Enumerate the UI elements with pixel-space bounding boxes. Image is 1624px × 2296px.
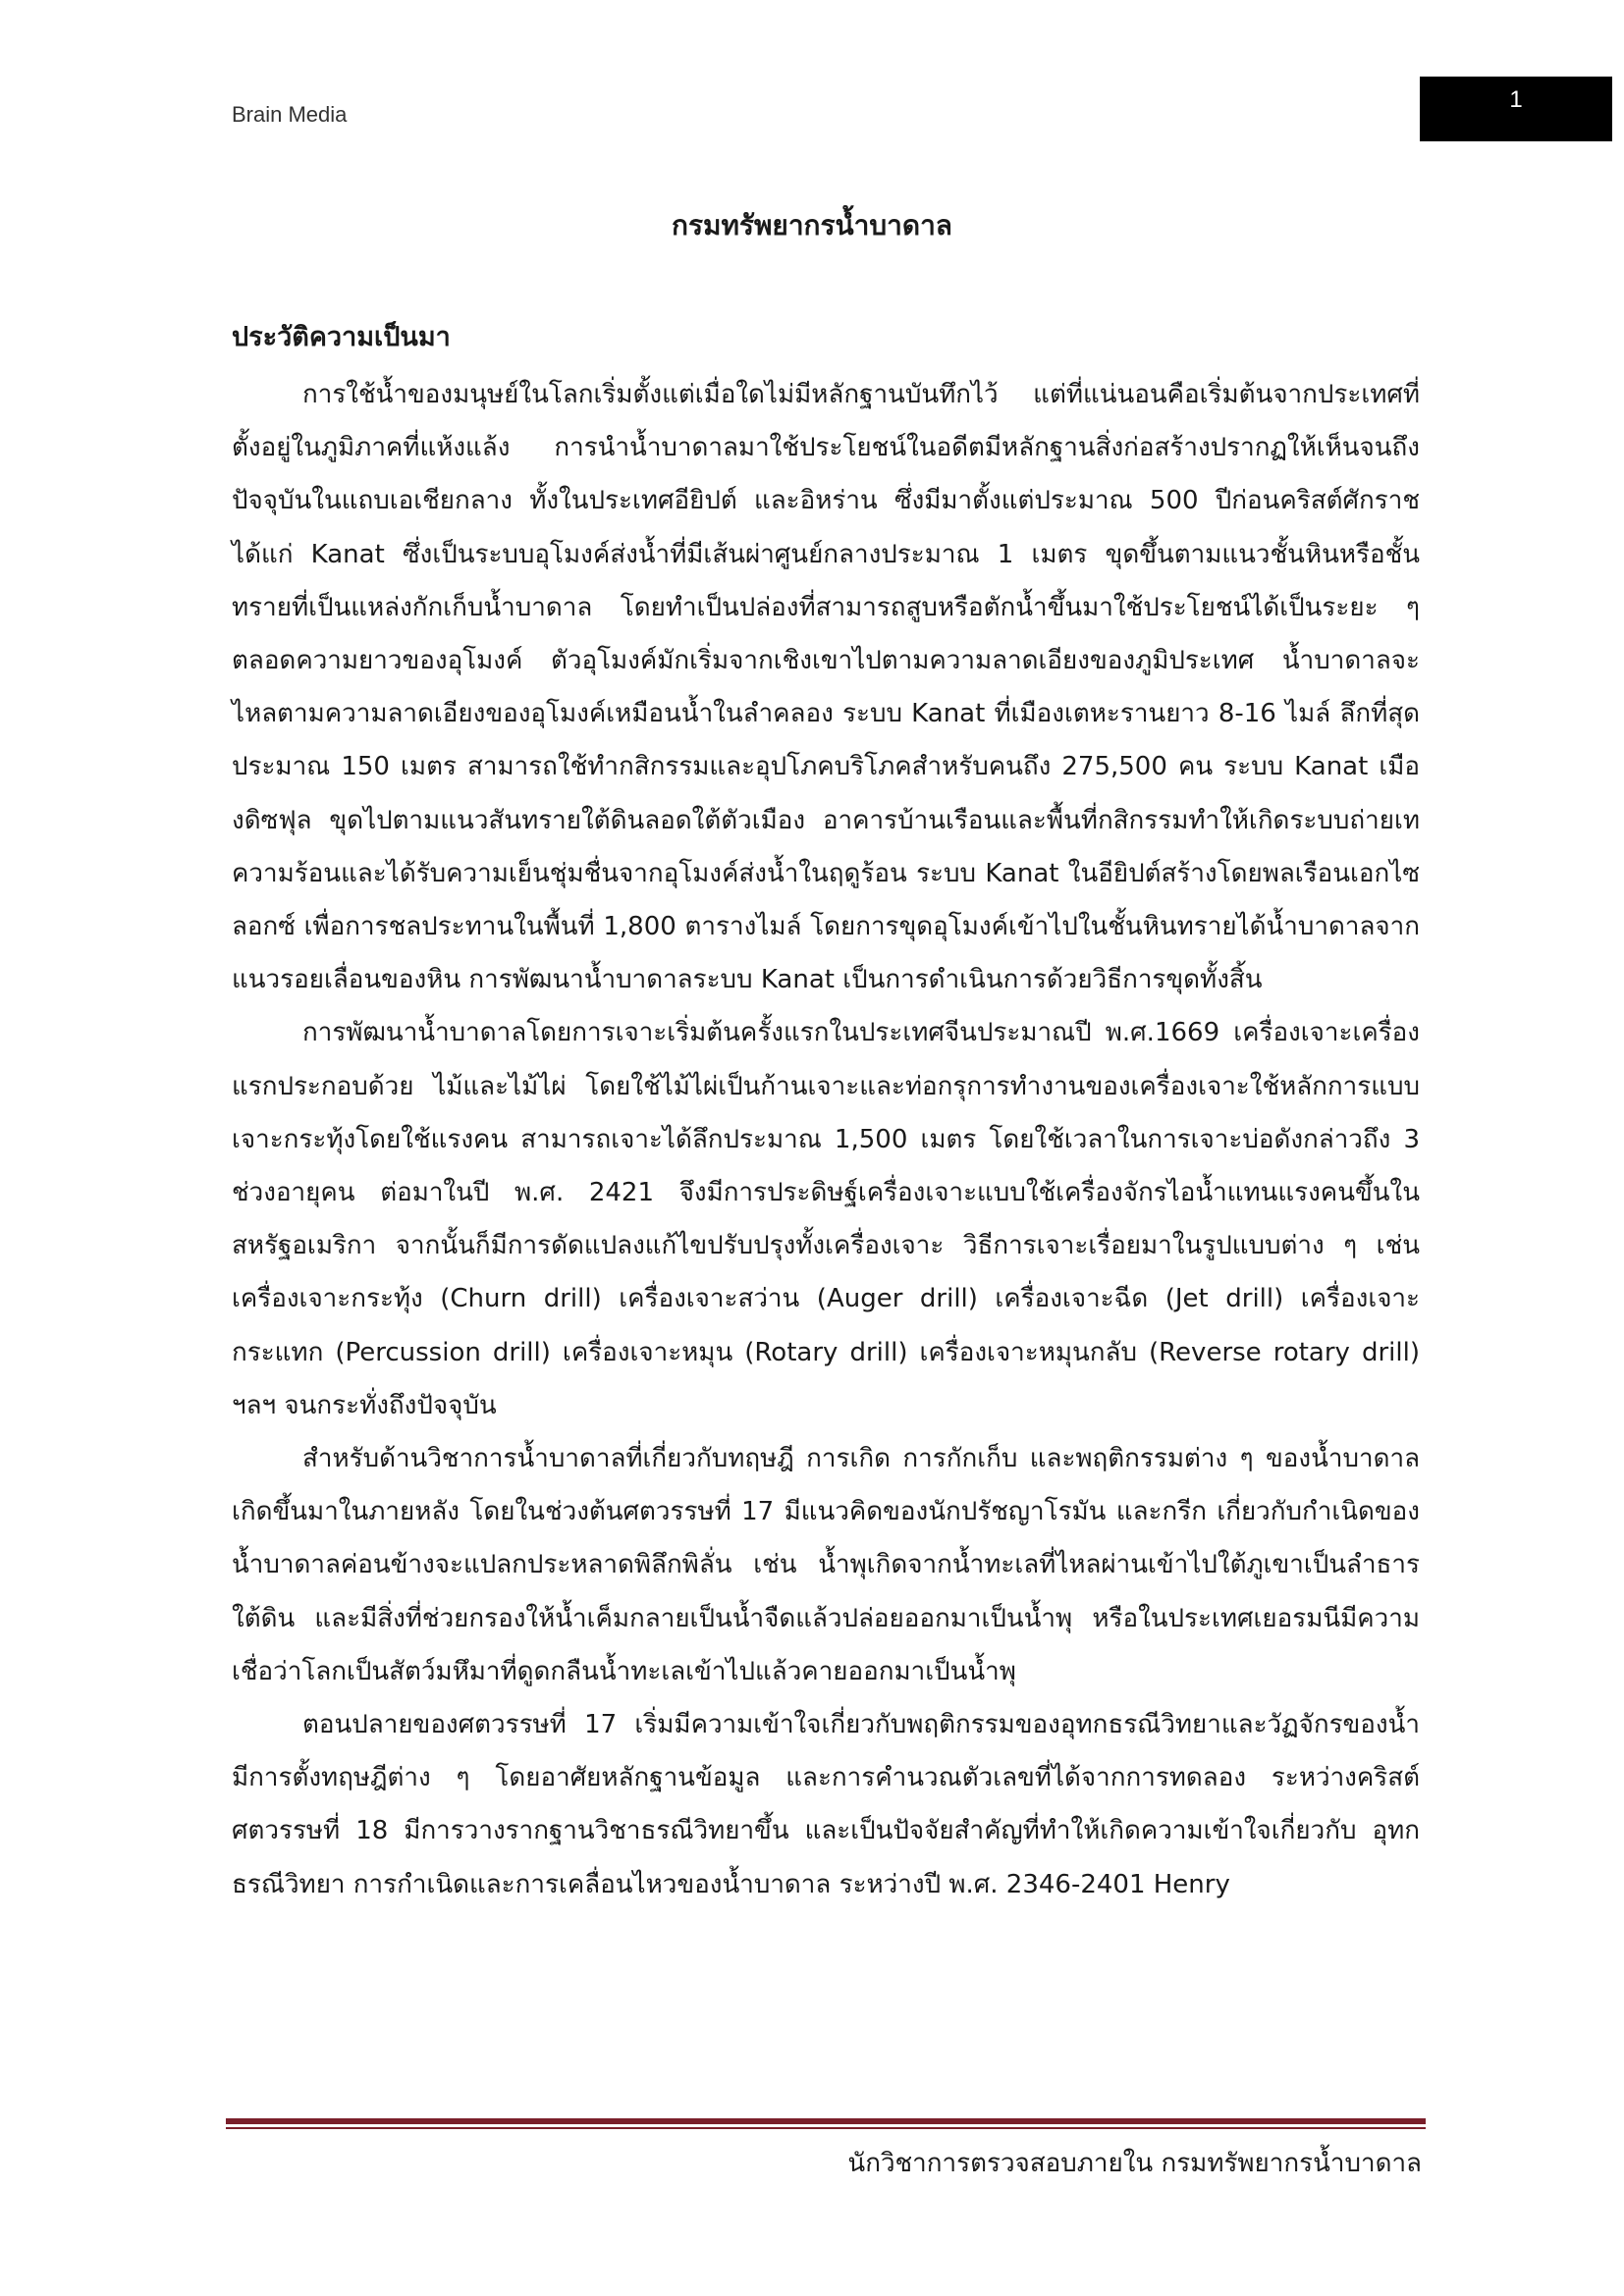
paragraph: ตอนปลายของศตวรรษที่ 17 เริ่มมีความเข้าใจเกี่ยวกับพฤติกรรมของอุทกธรณีวิทยาและวัฏจักรของน้ำ มีการตั้งทฤษฎีต่าง ๆ โดยอาศัยหลักฐานข้อมูล และการคำนวณตัวเลขที่ได้จากการทดลอง ระหว่างคริสต์ศตวรรษที่ 18 มีการวางรากฐานวิชาธรณีวิทยาขึ้น และเป็นปัจจัยสำคัญที่ทำให้เกิดความเข้าใจเกี่ยวกับ อุทกธรณีวิทยา การกำเนิดและการเคลื่อนไหวของน้ำบาดาล ระหว่างปี พ.ศ. 2346-2401 Henry — [232, 1710, 1420, 1899]
paragraph: การพัฒนาน้ำบาดาลโดยการเจาะเริ่มต้นครั้งแรกในประเทศจีนประมาณปี พ.ศ.1669 เครื่องเจาะเครื่องแรกประกอบด้วย ไม้และไม้ไผ่ โดยใช้ไม้ไผ่เป็นก้านเจาะและท่อกรุการทำงานของเครื่องเจาะใช้หลักการแบบเจาะกระทุ้งโดยใช้แรงคน สามารถเจาะได้ลึกประมาณ 1,500 เมตร โดยใช้เวลาในการเจาะบ่อดังกล่าวถึง 3 ช่วงอายุคน ต่อมาในปี พ.ศ. 2421 จึงมีการประดิษฐ์เครื่องเจาะแบบใช้เครื่องจักรไอน้ำแทนแรงคนขึ้นในสหรัฐอเมริกา จากนั้นก็มีการดัดแปลงแก้ไขปรับปรุงทั้งเครื่องเจาะ วิธีการเจาะเรื่อยมาในรูปแบบต่าง ๆ เช่น เครื่องเจาะกระทุ้ง (Churn drill) เครื่องเจาะสว่าน (Auger drill) เครื่องเจาะฉีด (Jet drill) เครื่องเจาะกระแทก (Percussion drill) เครื่องเจาะหมุน (Rotary drill) เครื่องเจาะหมุนกลับ (Reverse rotary drill) ฯลฯ จนกระทั่งถึงปัจจุบัน — [232, 1018, 1420, 1420]
footer-text: นักวิชาการตรวจสอบภายใน กรมทรัพยากรน้ำบาดาล — [847, 2149, 1422, 2178]
paragraph: สำหรับด้านวิชาการน้ำบาดาลที่เกี่ยวกับทฤษฎี การเกิด การกักเก็บ และพฤติกรรมต่าง ๆ ของน้ำบาดาลเกิดขึ้นมาในภายหลัง โดยในช่วงต้นศตวรรษที่ 17 มีแนวคิดของนักปรัชญาโรมัน และกรีก เกี่ยวกับกำเนิดของน้ำบาดาลค่อนข้างจะแปลกประหลาดพิลึกพิลั่น เช่น น้ำพุเกิดจากน้ำทะเลที่ไหลผ่านเข้าไปใต้ภูเขาเป็นลำธารใต้ดิน และมีสิ่งที่ช่วยกรองให้น้ำเค็มกลายเป็นน้ำจืดแล้วปล่อยออกมาเป็นน้ำพุ หรือในประเทศเยอรมนีมีความเชื่อว่าโลกเป็นสัตว์มหึมาที่ดูดกลืนน้ำทะเลเข้าไปแล้วคายออกมาเป็นน้ำพุ — [232, 1444, 1420, 1686]
footer-divider-thin — [226, 2127, 1426, 2129]
document-title: กรมทรัพยากรน้ำบาดาล — [672, 209, 952, 241]
document-body — [232, 368, 1420, 1911]
paragraph: การใช้น้ำของมนุษย์ในโลกเริ่มตั้งแต่เมื่อใดไม่มีหลักฐานบันทึกไว้ แต่ที่แน่นอนคือเริ่มต้นจากประเทศที่ตั้งอยู่ในภูมิภาคที่แห้งแล้ง การนำน้ำบาดาลมาใช้ประโยชน์ในอดีตมีหลักฐานสิ่งก่อสร้างปรากฏให้เห็นจนถึงปัจจุบันในแถบเอเชียกลาง ทั้งในประเทศอียิปต์ และอิหร่าน ซึ่งมีมาตั้งแต่ประมาณ 500 ปีก่อนคริสต์ศักราช ได้แก่ Kanat ซึ่งเป็นระบบอุโมงค์ส่งน้ำที่มีเส้นผ่าศูนย์กลางประมาณ 1 เมตร ขุดขึ้นตามแนวชั้นหินหรือชั้นทรายที่เป็นแหล่งกักเก็บน้ำบาดาล โดยทำเป็นปล่องที่สามารถสูบหรือตักน้ำขึ้นมาใช้ประโยชน์ได้เป็นระยะ ๆ ตลอดความยาวของอุโมงค์ ตัวอุโมงค์มักเริ่มจากเชิงเขาไปตามความลาดเอียงของภูมิประเทศ น้ำบาดาลจะไหลตามความลาดเอียงของอุโมงค์เหมือนน้ำในลำคลอง ระบบ Kanat ที่เมืองเตหะรานยาว 8-16 ไมล์ ลึกที่สุดประมาณ 150 เมตร สามารถใช้ทำกสิกรรมและอุปโภคบริโภคสำหรับคนถึง 275,500 คน ระบบ Kanat เมืองดิซฟุล ขุดไปตามแนวสันทรายใต้ดินลอดใต้ตัวเมือง อาคารบ้านเรือนและพื้นที่กสิกรรมทำให้เกิดระบบถ่ายเทความร้อนและได้รับความเย็นชุ่มชื่นจากอุโมงค์ส่งน้ำในฤดูร้อน ระบบ Kanat ในอียิปต์สร้างโดยพลเรือนเอกไซลอกซ์ เพื่อการชลประทานในพื้นที่ 1,800 ตารางไมล์ โดยการขุดอุโมงค์เข้าไปในชั้นหินทรายได้น้ำบาดาลจากแนวรอยเลื่อนของหิน การพัฒนาน้ำบาดาลระบบ Kanat เป็นการดำเนินการด้วยวิธีการขุดทั้งสิ้น — [232, 380, 1420, 995]
page-number-badge — [1420, 77, 1612, 141]
section-heading: ประวัติความเป็นมา — [232, 322, 451, 352]
footer-divider-thick — [226, 2118, 1426, 2124]
header-brand: Brain Media — [232, 102, 348, 127]
page-number: 1 — [1509, 86, 1523, 113]
footer-divider — [226, 2118, 1426, 2129]
